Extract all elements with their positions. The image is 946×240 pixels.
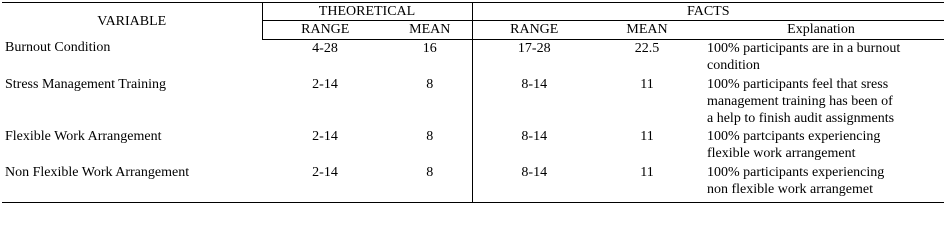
- facts-mean-cell: 11: [640, 128, 654, 144]
- explanation-line: management training has been of: [707, 93, 893, 109]
- table-row: [2, 164, 944, 203]
- table-row: [2, 128, 944, 164]
- table-row: [2, 76, 944, 128]
- theoretical-range-cell: 4-28: [312, 40, 338, 56]
- explanation-cell: [698, 128, 944, 164]
- theoretical-range-header: RANGE: [262, 21, 388, 39]
- explanation-line: 100% partcipants experiencing: [707, 128, 881, 144]
- variable-header: VARIABLE: [2, 3, 262, 40]
- facts-range-cell: 17-28: [517, 40, 551, 56]
- theoretical-header: THEORETICAL: [262, 3, 472, 21]
- explanation-cell: [698, 164, 944, 203]
- theoretical-range-cell: 2-14: [312, 76, 338, 92]
- theoretical-mean-header: MEAN: [388, 21, 472, 39]
- facts-range-cell: 8-14: [521, 128, 548, 144]
- explanation-line: 100% participants are in a burnout: [707, 40, 901, 56]
- variable-cell: Stress Management Training: [5, 76, 166, 92]
- explanation-line: a help to finish audit assignments: [707, 110, 895, 126]
- theoretical-range-cell: 2-14: [312, 128, 338, 144]
- theoretical-range-cell: 2-14: [262, 164, 388, 203]
- facts-header: FACTS: [472, 3, 944, 21]
- facts-mean-cell: 11: [596, 164, 698, 203]
- facts-range-cell: 8-14: [472, 164, 596, 203]
- statistics-table: [2, 2, 944, 203]
- theoretical-mean-cell: 8: [388, 164, 472, 203]
- facts-mean-cell: 22.5: [634, 40, 660, 56]
- explanation-cell: [698, 76, 944, 128]
- variable-cell: Flexible Work Arrangement: [5, 128, 162, 144]
- facts-range-cell: 8-14: [521, 76, 548, 92]
- explanation-header: Explanation: [698, 21, 944, 39]
- explanation-line: flexible work arrangement: [707, 145, 856, 161]
- explanation-line: non flexible work arrangemet: [707, 181, 873, 197]
- variable-cell: Burnout Condition: [5, 40, 111, 55]
- facts-range-header: RANGE: [472, 21, 596, 39]
- theoretical-mean-cell: 8: [388, 128, 472, 164]
- facts-mean-cell: 11: [640, 76, 654, 92]
- explanation-line: condition: [707, 57, 760, 73]
- header-row-top: [2, 3, 944, 21]
- variable-cell: Non Flexible Work Arrangement: [2, 164, 262, 203]
- explanation-line: 100% participants experiencing: [707, 164, 885, 180]
- facts-mean-header: MEAN: [596, 21, 698, 39]
- theoretical-mean-cell: 8: [388, 76, 472, 128]
- table-row: [2, 39, 944, 76]
- explanation-line: 100% participants feel that sress: [707, 76, 889, 92]
- explanation-cell: [698, 39, 944, 76]
- theoretical-mean-cell: 16: [388, 39, 472, 76]
